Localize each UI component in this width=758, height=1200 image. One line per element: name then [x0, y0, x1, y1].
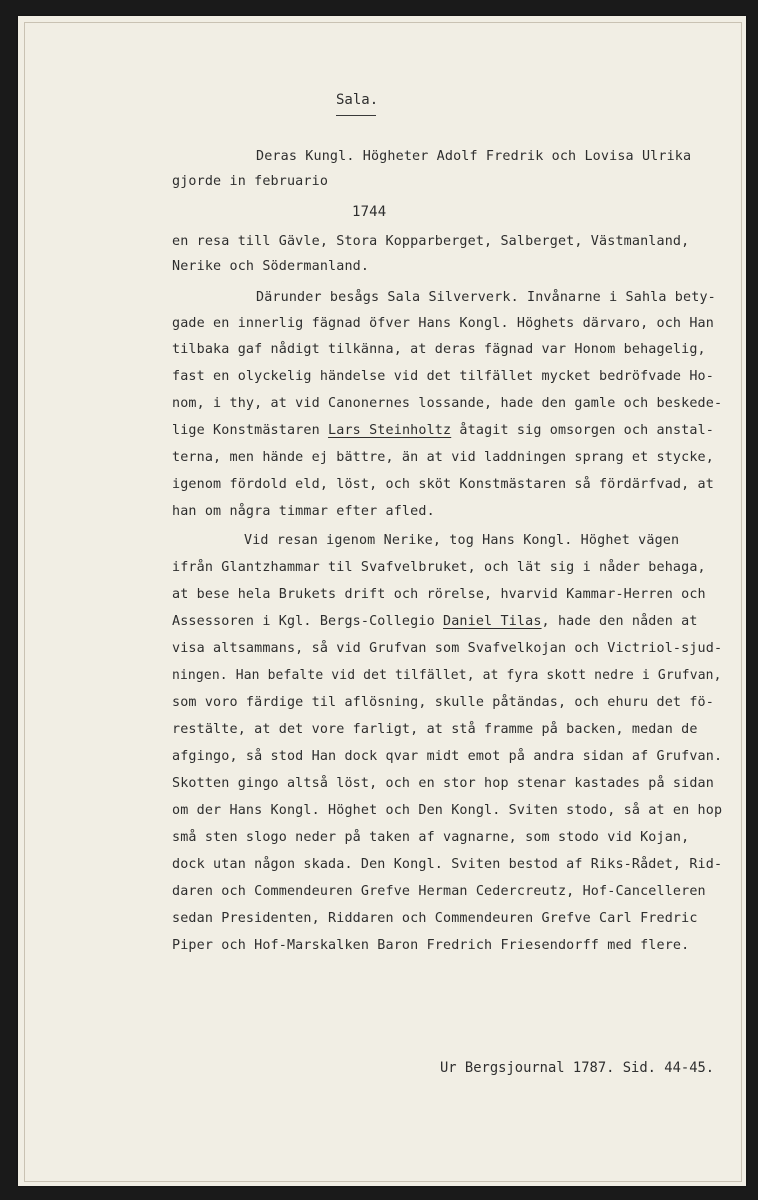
underlined-name: Lars Steinholtz: [328, 423, 452, 438]
text-line: om der Hans Kongl. Höghet och Den Kongl. Sviten stodo, så at en hop: [172, 803, 723, 818]
text-line: Piper och Hof-Marskalken Baron Fredrich Friesendorff med flere.: [172, 938, 690, 953]
text-line: en resa till Gävle, Stora Kopparberget, Salberget, Västmanland,: [172, 234, 690, 249]
text-line: afgingo, så stod Han dock qvar midt emot på andra sidan af Grufvan.: [172, 749, 723, 764]
text-line-underlined: Assessoren i Kgl. Bergs-Collegio Daniel Tilas, hade den nåden at: [172, 614, 698, 629]
year-line: 1744: [352, 204, 387, 220]
text-line: igenom fördold eld, löst, och sköt Konstmästaren så fördärfvad, at: [172, 477, 714, 492]
text-line: små sten slogo neder på taken af vagnarne, som stodo vid Kojan,: [172, 830, 690, 845]
document-title: Sala.: [336, 92, 379, 108]
text-line: Vid resan igenom Nerike, tog Hans Kongl. Höghet vägen: [244, 533, 680, 548]
text-line: Skotten gingo altså löst, och en stor hop stenar kastades på sidan: [172, 776, 714, 791]
text-line: ningen. Han befalte vid det tilfället, at fyra skott nedre i Grufvan,: [172, 668, 722, 683]
text-line: Nerike och Södermanland.: [172, 259, 370, 274]
text-line: han om några timmar efter afled.: [172, 504, 435, 519]
text-line: ifrån Glantzhammar til Svafvelbruket, och lät sig i nåder behaga,: [172, 560, 706, 575]
text-line: gade en innerlig fägnad öfver Hans Kongl. Höghets därvaro, och Han: [172, 316, 714, 331]
text-line: Deras Kungl. Högheter Adolf Fredrik och Lovisa Ulrika: [256, 149, 692, 164]
text-line-underlined: lige Konstmästaren Lars Steinholtz åtagit sig omsorgen och anstal-: [172, 423, 714, 438]
text-line: Därunder besågs Sala Silververk. Invånarne i Sahla bety-: [256, 290, 716, 305]
underlined-name: Daniel Tilas: [443, 614, 542, 629]
text-line: at bese hela Brukets drift och rörelse, hvarvid Kammar-Herren och: [172, 587, 706, 602]
text-line: dock utan någon skada. Den Kongl. Sviten bestod af Riks-Rådet, Rid-: [172, 857, 723, 872]
text-line: tilbaka gaf nådigt tilkänna, at deras fägnad var Honom behagelig,: [172, 342, 706, 357]
text-line: gjorde in februario: [172, 174, 329, 189]
text-line: sedan Presidenten, Riddaren och Commendeuren Grefve Carl Fredric: [172, 911, 698, 926]
text-line: som voro färdige til aflösning, skulle påtändas, och ehuru det fö-: [172, 695, 714, 710]
text-line: restälte, at det vore farligt, at stå framme på backen, medan de: [172, 722, 698, 737]
text-line: visa altsammans, så vid Grufvan som Svafvelkojan och Victriol-sjud-: [172, 641, 723, 656]
source-reference: Ur Bergsjournal 1787. Sid. 44-45.: [440, 1060, 715, 1076]
text-line: daren och Commendeuren Grefve Herman Cedercreutz, Hof-Cancelleren: [172, 884, 706, 899]
title-underline: [336, 115, 376, 116]
text-line: nom, i thy, at vid Canonernes lossande, hade den gamle och beskede-: [172, 396, 723, 411]
text-line: fast en olyckelig händelse vid det tilfället mycket bedröfvade Ho-: [172, 369, 714, 384]
text-line: terna, men hände ej bättre, än at vid laddningen sprang et stycke,: [172, 450, 714, 465]
